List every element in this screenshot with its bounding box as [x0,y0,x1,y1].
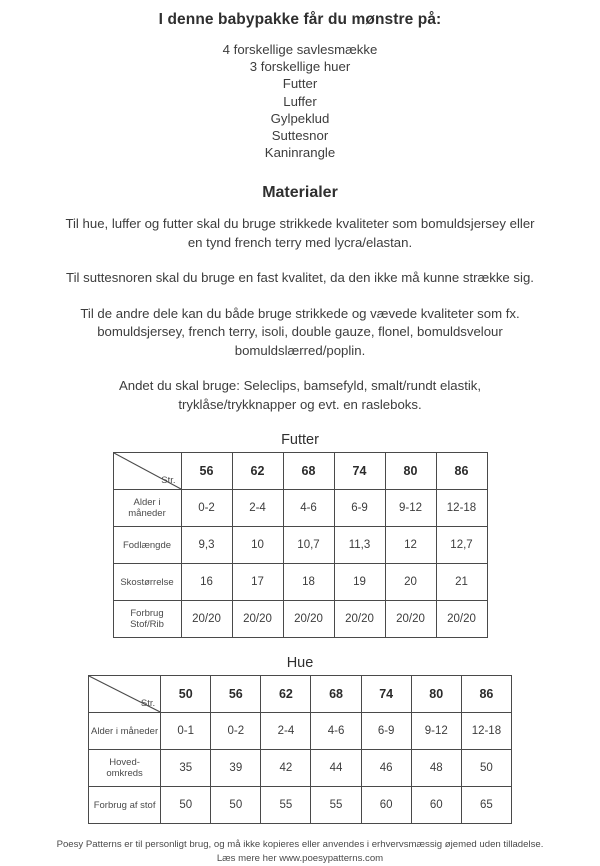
pattern-contents-list [0,41,600,161]
corner-cell [113,453,181,490]
table-cell: 42 [261,750,311,787]
list-item: Suttesnor [271,128,329,144]
table-cell: 10,7 [283,527,334,564]
table-cell: 11,3 [334,527,385,564]
table-cell: 20/20 [385,601,436,638]
table-cell: 0-1 [161,713,211,750]
table-cell: 50 [211,787,261,824]
corner-label: Str. [140,697,156,709]
table-cell: 55 [261,787,311,824]
table-cell: 20/20 [181,601,232,638]
size-header: 68 [283,453,334,490]
table-header-row [113,453,487,490]
table-cell: 9-12 [411,713,461,750]
size-header: 56 [181,453,232,490]
materials-paragraph: Til de andre dele kan du både bruge strikkede og vævede kvaliteter som fx. bomuldsjersey, french terry, isoli, double gauze, flonel, bomuldsvelour bomuldslærred/poplin. [80,305,520,358]
futter-table-title: Futter [281,432,319,449]
table-header-row [89,676,512,713]
table-cell: 16 [181,564,232,601]
row-label: Hoved- omkreds [89,750,161,787]
row-label: Alder i måneder [89,713,161,750]
list-item: 3 forskellige huer [249,59,351,75]
table-cell: 9,3 [181,527,232,564]
materials-paragraph: Andet du skal bruge: Seleclips, bamsefyld, smalt/rundt elastik, tryklåse/trykknapper og evt. en rasleboks. [118,378,482,412]
list-item: Kaninrangle [264,145,336,161]
table-cell: 19 [334,564,385,601]
size-header: 68 [311,676,361,713]
table-cell: 18 [283,564,334,601]
row-label: Forbrug Stof/Rib [113,601,181,638]
size-header: 86 [461,676,511,713]
table-cell: 65 [461,787,511,824]
table-cell: 12-18 [436,490,487,527]
list-item: Gylpeklud [270,110,330,126]
table-cell: 20 [385,564,436,601]
corner-label: Str. [161,474,176,486]
table-cell: 20/20 [436,601,487,638]
table-cell: 20/20 [232,601,283,638]
table-cell: 50 [461,750,511,787]
size-header: 62 [232,453,283,490]
table-cell: 12,7 [436,527,487,564]
table-cell: 2-4 [232,490,283,527]
table-cell: 10 [232,527,283,564]
table-cell: 6-9 [334,490,385,527]
size-header: 74 [361,676,411,713]
materials-heading: Materialer [262,184,338,202]
list-item: Luffer [283,93,317,109]
footer [0,838,600,866]
size-header: 80 [385,453,436,490]
hue-table-title: Hue [286,655,314,672]
table-cell: 60 [361,787,411,824]
table-cell: 46 [361,750,411,787]
table-cell: 12-18 [461,713,511,750]
materials-paragraph: Til hue, luffer og futter skal du bruge strikkede kvaliteter som bomuldsjersey eller en tynd french terry med lycra/elastan. [65,216,535,250]
futter-section [0,431,600,638]
table-cell: 9-12 [385,490,436,527]
list-item: 4 forskellige savlesmække [222,42,378,57]
table-cell: 17 [232,564,283,601]
table-row [89,713,512,750]
size-header: 80 [411,676,461,713]
table-cell: 44 [311,750,361,787]
table-cell: 12 [385,527,436,564]
table-row [89,750,512,787]
footer-website-line: Læs mere her www.poesypatterns.com [216,853,384,865]
table-row [113,527,487,564]
table-cell: 0-2 [181,490,232,527]
size-header: 86 [436,453,487,490]
table-cell: 60 [411,787,461,824]
table-row [113,490,487,527]
table-row [113,564,487,601]
materials-paragraph: Til suttesnoren skal du bruge en fast kvalitet, da den ikke må kunne strække sig. [66,270,534,286]
table-cell: 50 [161,787,211,824]
size-header: 74 [334,453,385,490]
size-header: 62 [261,676,311,713]
table-cell: 35 [161,750,211,787]
futter-size-table [113,452,488,638]
size-header: 50 [161,676,211,713]
hue-size-table [88,675,512,824]
table-cell: 4-6 [311,713,361,750]
table-cell: 6-9 [361,713,411,750]
row-label: Skostørrelse [113,564,181,601]
table-row [89,787,512,824]
footer-copyright-line: Poesy Patterns er til personligt brug, og må ikke kopieres eller anvendes i erhvervsmæssig øjemed uden tilladelse. [56,839,544,851]
table-row [113,601,487,638]
table-cell: 55 [311,787,361,824]
table-cell: 21 [436,564,487,601]
table-cell: 20/20 [334,601,385,638]
table-cell: 2-4 [261,713,311,750]
list-item: Futter [282,76,318,92]
row-label: Fodlængde [113,527,181,564]
row-label: Forbrug af stof [89,787,161,824]
table-cell: 48 [411,750,461,787]
corner-cell [89,676,161,713]
table-cell: 39 [211,750,261,787]
hue-section [0,654,600,824]
page-title: I denne babypakke får du mønstre på: [158,11,442,28]
row-label: Alder i måneder [113,490,181,527]
table-cell: 4-6 [283,490,334,527]
table-cell: 0-2 [211,713,261,750]
table-cell: 20/20 [283,601,334,638]
size-header: 56 [211,676,261,713]
